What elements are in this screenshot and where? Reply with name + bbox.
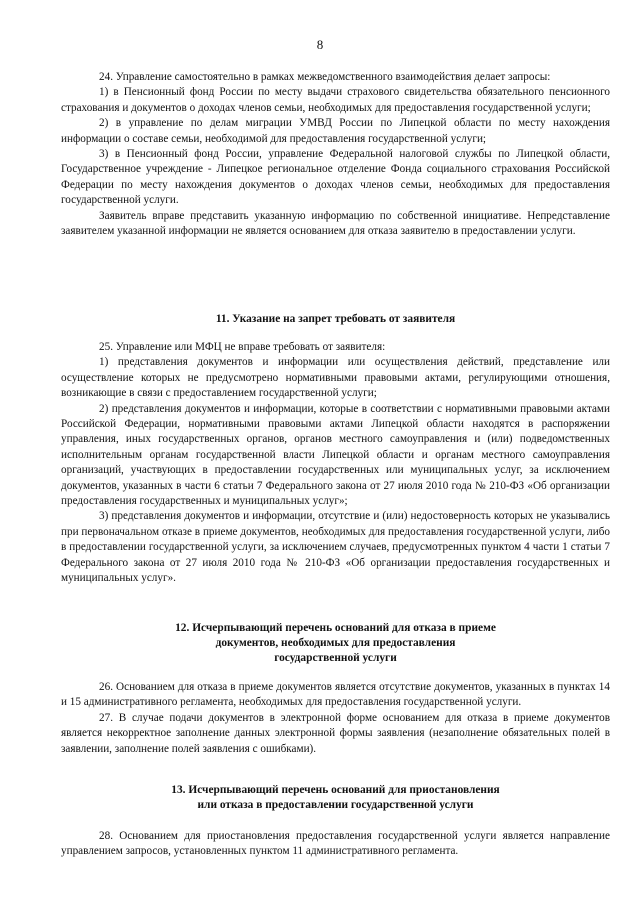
section-13-body [61,829,610,860]
heading-line: документов, необходимых для предоставления [215,637,456,649]
heading-line: или отказа в предоставлении государственной услуги [197,799,474,811]
list-item: 2) представления документов и информации, которые в соответствии с нормативными правовыми актами Российской Федерации, нормативными правовыми актами Липецкой области находятся в распоряжении управления, иных государственных органов, органов местного самоуправления и (или) подведомственных исполнительным органам государственной власти Липецкой области и органам местного самоуправления организаций, участвующих в предоставлении государственных или муниципальных услуг, за исключением документов, указанных в части 6 статьи 7 Федерального закона от 27 июля 2010 года № 210-ФЗ «Об организации предоставления государственных и муниципальных услуг»; [61,402,610,508]
section-11-heading [61,312,610,327]
paragraph-28: 28. Основанием для приостановления предоставления государственной услуги является направление управлением запросов, установленных пунктом 11 административного регламента. [61,830,610,858]
list-item: 2) в управление по делам миграции УМВД России по Липецкой области по месту нахождения информации о составе семьи, необходимой для предоставления государственной услуги; [61,117,610,145]
paragraph-note: Заявитель вправе представить указанную информацию по собственной инициативе. Непредставление заявителем указанной информации не является основанием для отказа заявителю в предоставлении услуги. [61,209,610,238]
paragraph-27: 27. В случае подачи документов в электронной форме основанием для отказа в приеме документов является некорректное заполнение данных электронной формы заявления (незаполнение обязательных полей в заявлении, заполнение полей заявления с ошибками). [61,711,610,755]
paragraph-24: 24. Управление самостоятельно в рамках межведомственного взаимодействия делает запросы: [99,71,551,83]
section-11-body [61,340,610,587]
list-item: 1) представления документов и информации или осуществления действий, представление или осуществление которых не предусмотрено нормативными правовыми актами, регулирующими отношения, возникающие в связи с предоставлением государственной услуги; [61,356,610,400]
heading-line: государственной услуги [274,652,397,664]
heading-line: 13. Исчерпывающий перечень оснований для приостановления [171,784,500,796]
paragraph-26: 26. Основанием для отказа в приеме документов является отсутствие документов, указанных в пунктах 14 и 15 административного регламента, необходимых для предоставления государственной услуги. [61,681,610,709]
section-10-body [61,70,610,239]
section-12-body [61,680,610,757]
list-item: 3) в Пенсионный фонд России, управление Федеральной налоговой службы по Липецкой области, Государственное учреждение - Липецкое региональное отделение Фонда социального страхования Российской Федерации по месту нахождения документов о доходах членов семьи, необходимых для предоставления государственной услуги. [61,148,610,207]
page-number: 8 [316,37,324,52]
list-item: 3) представления документов и информации, отсутствие и (или) недостоверность которых не указывались при первоначальном отказе в приеме документов, необходимых для предоставления государственной услуги, либо в предоставлении государственной услуги, за исключением случаев, предусмотренных пунктом 4 части 1 статьи 7 Федерального закона от 27 июля 2010 года № 210-ФЗ «Об организации предоставления государственных и муниципальных услуг». [61,510,610,585]
heading-line: 11. Указание на запрет требовать от заявителя [215,313,456,325]
paragraph-25: 25. Управление или МФЦ не вправе требовать от заявителя: [99,341,386,353]
section-13-heading [61,783,610,813]
section-12-heading [61,621,610,666]
heading-line: 12. Исчерпывающий перечень оснований для отказа в приеме [175,622,496,634]
list-item: 1) в Пенсионный фонд России по месту выдачи страхового свидетельства обязательного пенсионного страхования и документов о доходах членов семьи, необходимых для предоставления государственной услуги; [61,86,610,114]
